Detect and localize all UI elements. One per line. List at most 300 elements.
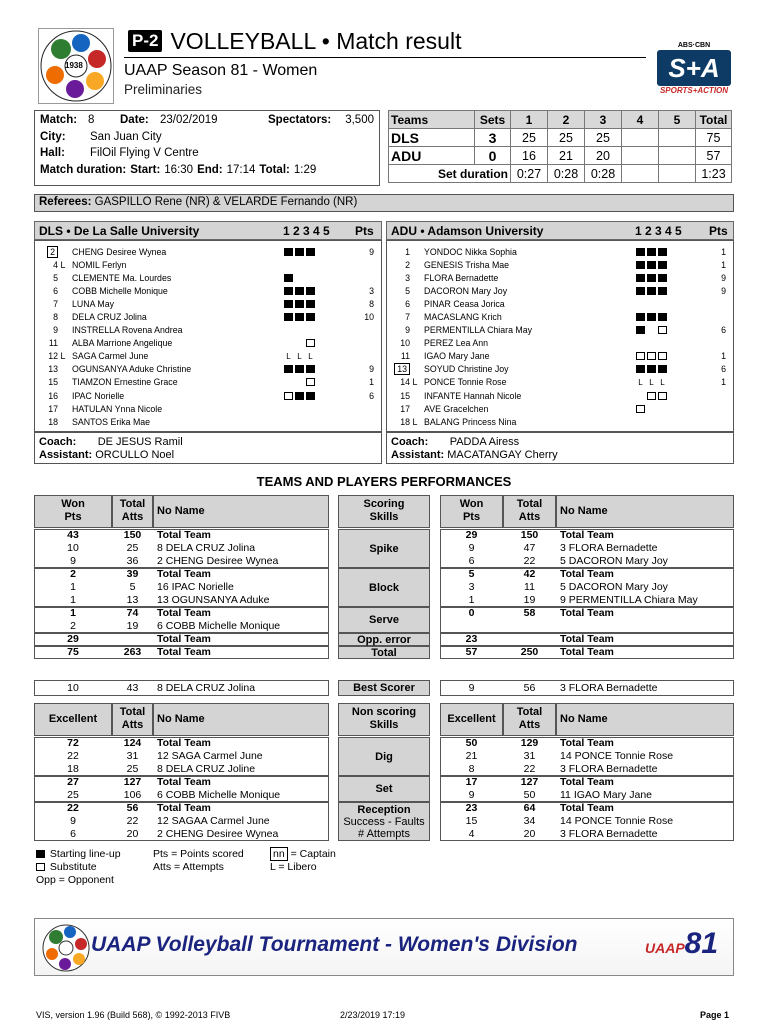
skill-label — [338, 802, 430, 841]
skill-name: Block — [369, 581, 399, 594]
legend-abbrev — [153, 848, 244, 874]
perf-header-col-atts — [112, 703, 153, 736]
perf-header-col-won — [34, 703, 112, 736]
legend-starting: Starting line-up — [49, 848, 121, 860]
perf-cell: 27 — [67, 776, 79, 788]
perf-cell: 23 — [465, 633, 478, 645]
perf-cell: 22 — [67, 750, 79, 762]
starter-square-icon — [636, 248, 645, 256]
assistant-label: Assistant: — [391, 449, 445, 461]
perf-cell: 14 PONCE Tonnie Rose — [560, 815, 674, 827]
uaap-logo — [38, 28, 114, 104]
tournament-banner — [34, 918, 734, 976]
perf-cell: Total Team — [157, 529, 211, 541]
match-date: 23/02/2019 — [160, 114, 218, 127]
skill-name: Reception — [357, 803, 411, 816]
starter-square-icon — [647, 274, 656, 282]
player-name: BALANG Princess Nina — [424, 416, 517, 427]
perf-cell: 74 — [126, 607, 139, 619]
city-label: City: — [40, 130, 66, 143]
player-sets — [284, 415, 354, 428]
best-scorer-cell: 43 — [126, 682, 139, 694]
performance-section-title: TEAMS AND PLAYERS PERFORMANCES — [256, 474, 512, 489]
player-points: 10 — [364, 312, 374, 323]
player-sets — [636, 376, 706, 389]
number-text: 5 — [53, 272, 58, 283]
sc-team: ADU — [389, 147, 475, 165]
sc-total: 57 — [696, 147, 732, 165]
sc-head-teams: Teams — [389, 111, 475, 129]
player-points — [706, 297, 730, 310]
player-role: L — [412, 416, 418, 427]
player-points — [354, 324, 378, 337]
number-text: 7 — [53, 298, 58, 309]
total-time: 1:29 — [293, 163, 317, 176]
player-role — [58, 363, 68, 376]
perf-cell: 6 COBB Michelle Monique — [157, 620, 281, 632]
player-row — [36, 310, 378, 323]
sc-set-score — [659, 147, 696, 165]
perf-cell: 64 — [523, 802, 536, 814]
player-sets — [284, 271, 354, 284]
player-name: HATULAN Ynna Nicole — [72, 403, 163, 414]
player-row — [388, 415, 730, 428]
skill-name: Set — [375, 783, 393, 795]
perf-cell: 25 — [67, 789, 79, 801]
player-role — [410, 310, 420, 323]
assistant-label: Assistant: — [39, 449, 93, 461]
player-name: DACORON Mary Joy — [424, 285, 508, 296]
set-duration-row — [389, 165, 732, 183]
perf-cell: 127 — [520, 776, 539, 788]
sc-set-score — [622, 147, 659, 165]
perf-cell: 57 — [465, 646, 478, 658]
player-number — [36, 363, 58, 376]
player-number — [36, 350, 58, 363]
set-duration: 0:28 — [585, 165, 622, 183]
player-points: 8 — [369, 298, 374, 309]
player-points — [354, 402, 378, 415]
starter-square-icon — [284, 300, 293, 308]
perf-cell: 75 — [67, 646, 79, 658]
player-number — [388, 245, 410, 258]
starter-square-icon — [295, 300, 304, 308]
skill-name: Total — [371, 646, 397, 659]
number-text: 11 — [400, 351, 410, 362]
perf-cell: 15 — [465, 815, 478, 827]
date-label: Date: — [120, 114, 149, 127]
player-points: 6 — [721, 364, 726, 375]
perf-cell: 50 — [465, 737, 478, 749]
perf-cell: Total Team — [560, 776, 614, 788]
set-duration — [622, 165, 659, 183]
perf-cell: 1 — [70, 581, 76, 593]
set-duration: 0:28 — [548, 165, 585, 183]
perf-cell: Total Team — [560, 529, 614, 541]
player-number — [36, 271, 58, 284]
number-text: 17 — [400, 403, 410, 414]
player-role: L — [412, 377, 418, 388]
perf-cell: 8 — [468, 763, 475, 775]
perf-header-line2: Atts — [518, 719, 541, 731]
skill-label — [338, 633, 430, 646]
referees-value: GASPILLO Rene (NR) & VELARDE Fernando (NR) — [94, 196, 358, 208]
best-scorer-cell: 10 — [67, 682, 79, 694]
referees-label: Referees: — [39, 196, 92, 208]
captain-number: 13 — [394, 363, 410, 375]
score-table — [388, 110, 732, 183]
empty-slot — [295, 339, 304, 347]
number-text: 18 — [400, 416, 410, 427]
sponsor-mark: S+A — [657, 50, 731, 86]
player-points — [354, 337, 378, 350]
player-number — [388, 297, 410, 310]
perf-cell: 22 — [523, 555, 536, 567]
player-row — [388, 271, 730, 284]
player-name: IPAC Norielle — [72, 390, 125, 401]
perf-header-line2: Skills — [369, 511, 399, 523]
perf-cell: 17 — [465, 776, 478, 788]
perf-cell: 1 — [70, 607, 76, 619]
player-name: PEREZ Lea Ann — [424, 338, 489, 349]
perf-cell: 47 — [523, 542, 536, 554]
legend-libero: L = Libero — [270, 861, 317, 873]
player-name: NOMIL Ferlyn — [72, 259, 127, 270]
page-title — [128, 28, 461, 55]
sc-team: DLS — [389, 129, 475, 147]
perf-cell: 12 SAGAA Carmel June — [157, 815, 270, 827]
skill-label — [338, 568, 430, 607]
player-number — [388, 284, 410, 297]
substitute-square-icon — [636, 405, 645, 413]
player-points — [354, 271, 378, 284]
perf-header-line1: No Name — [157, 713, 205, 725]
city-value: San Juan City — [90, 130, 162, 143]
libero-mark: L — [308, 352, 313, 362]
empty-slot — [636, 392, 645, 400]
sc-set-score — [622, 129, 659, 147]
player-row — [388, 363, 730, 376]
player-row — [36, 376, 378, 389]
player-role — [58, 284, 68, 297]
player-sets — [636, 402, 706, 415]
perf-cell — [440, 620, 503, 633]
player-sets — [636, 258, 706, 271]
perf-cell: 263 — [123, 646, 142, 658]
player-name: INFANTE Hannah Nicole — [424, 390, 522, 401]
skill-name: Dig — [375, 750, 393, 763]
perf-header-line1: No Name — [560, 713, 608, 725]
perf-cell: 6 COBB Michelle Monique — [157, 789, 281, 801]
player-points: 1 — [369, 377, 374, 388]
perf-cell: 10 — [67, 542, 79, 554]
perf-cell: 56 — [126, 802, 139, 814]
player-name: COBB Michelle Monique — [72, 285, 168, 296]
starter-square-icon — [306, 300, 315, 308]
player-row — [36, 271, 378, 284]
perf-cell — [560, 620, 734, 633]
player-row — [388, 389, 730, 402]
perf-header-line1: No Name — [157, 505, 205, 517]
player-number — [36, 389, 58, 402]
player-role — [410, 324, 420, 337]
match-label: Match: — [40, 114, 78, 127]
starter-square-icon — [306, 248, 315, 256]
perf-cell: 31 — [523, 750, 536, 762]
player-points: 3 — [369, 285, 374, 296]
perf-cell: Total Team — [157, 737, 211, 749]
skill-name: Opp. error — [357, 633, 411, 646]
perf-cell: Total Team — [560, 737, 614, 749]
starter-square-icon — [295, 392, 304, 400]
start-time: 16:30 — [164, 163, 194, 176]
perf-cell: 0 — [468, 607, 475, 619]
starting-square-icon — [36, 850, 45, 858]
sc-head-5: 5 — [659, 111, 696, 129]
perf-cell: Total Team — [157, 607, 211, 619]
captain-box-icon: nn — [270, 847, 288, 861]
player-row — [388, 402, 730, 415]
number-text: 6 — [53, 285, 58, 296]
player-name: PERMENTILLA Chiara May — [424, 325, 533, 336]
player-role — [410, 350, 420, 363]
uaap-mark-text: UAAP — [645, 940, 685, 956]
player-name: GENESIS Trisha Mae — [424, 259, 510, 270]
player-role — [410, 284, 420, 297]
player-name: AVE Gracelchen — [424, 403, 489, 414]
skill-name: Spike — [369, 542, 399, 555]
perf-header-col-won — [440, 495, 503, 528]
dls-pts-label: Pts — [355, 224, 374, 238]
player-number — [36, 324, 58, 337]
player-row — [388, 324, 730, 337]
empty-slot — [284, 378, 293, 386]
player-row — [36, 258, 378, 271]
player-points — [354, 350, 378, 363]
player-name: PINAR Ceasa Jorica — [424, 298, 505, 309]
perf-header-line1: Non scoring — [351, 706, 417, 718]
perf-header-line2: Atts — [518, 511, 541, 523]
player-name: LUNA May — [72, 298, 115, 309]
number-text: 5 — [405, 285, 410, 296]
player-role — [410, 363, 420, 376]
hall-label: Hall: — [40, 147, 65, 160]
legend-pts: Pts = Points scored — [153, 848, 244, 860]
perf-cell: Total Team — [157, 568, 211, 580]
starter-square-icon — [647, 287, 656, 295]
perf-cell: 3 FLORA Bernadette — [560, 542, 658, 554]
report-code: P-2 — [128, 30, 162, 52]
player-role — [410, 271, 420, 284]
starter-square-icon — [636, 287, 645, 295]
legend — [36, 848, 121, 887]
player-points: 1 — [721, 259, 726, 270]
dls-assistant: ORCULLO Noel — [95, 449, 175, 461]
perf-cell: 25 — [126, 763, 139, 775]
sc-total: 75 — [696, 129, 732, 147]
starter-square-icon — [636, 365, 645, 373]
perf-cell: 16 IPAC Norielle — [157, 581, 234, 593]
player-sets — [636, 337, 706, 350]
player-points: 1 — [721, 246, 726, 257]
player-role — [58, 402, 68, 415]
player-role — [58, 297, 68, 310]
adu-assistant: MACATANGAY Cherry — [447, 449, 558, 461]
coach-label: Coach: — [39, 436, 77, 448]
mark-81: 81 — [684, 927, 719, 960]
header-divider — [124, 57, 646, 58]
perf-cell: 5 DACORON Mary Joy — [560, 555, 668, 567]
starter-square-icon — [306, 287, 315, 295]
player-points — [706, 402, 730, 415]
perf-cell: 5 DACORON Mary Joy — [560, 581, 668, 593]
sc-sets: 3 — [475, 129, 511, 147]
player-sets — [284, 402, 354, 415]
player-points — [706, 337, 730, 350]
adu-team-title: ADU • Adamson University — [391, 224, 544, 238]
perf-cell: Total Team — [560, 633, 614, 645]
perf-cell: 29 — [67, 633, 79, 645]
round-title: Preliminaries — [124, 82, 203, 97]
substitute-square-icon — [636, 352, 645, 360]
sc-set-score — [659, 129, 696, 147]
legend-captain: = Captain — [290, 848, 336, 860]
starter-square-icon — [306, 392, 315, 400]
duration-label: Match duration: — [40, 163, 127, 176]
perf-header-line2: Atts — [121, 719, 144, 731]
best-scorer-cell: 8 DELA CRUZ Jolina — [157, 682, 256, 694]
sc-set-score: 25 — [585, 129, 622, 147]
uaap-banner-logo — [41, 923, 91, 973]
dls-set-cols: 1 2 3 4 5 — [283, 224, 330, 238]
player-name: TIAMZON Ernestine Grace — [72, 377, 178, 388]
perf-cell: 22 — [523, 763, 536, 775]
spectators-value: 3,500 — [345, 114, 374, 127]
player-name: SANTOS Erika Mae — [72, 416, 151, 427]
empty-slot — [284, 339, 293, 347]
number-text: 4 — [53, 259, 58, 270]
player-points: 9 — [721, 272, 726, 283]
perf-cell — [503, 633, 556, 646]
number-text: 15 — [400, 390, 410, 401]
set-duration-total: 1:23 — [696, 165, 732, 183]
starter-square-icon — [295, 313, 304, 321]
player-role — [58, 245, 68, 258]
dls-team-title: DLS • De La Salle University — [39, 224, 200, 238]
player-number — [36, 337, 58, 350]
player-points: 9 — [369, 246, 374, 257]
number-text: 6 — [405, 298, 410, 309]
start-label: Start: — [130, 163, 161, 176]
player-row — [388, 376, 730, 389]
player-sets — [284, 284, 354, 297]
referees-bar — [34, 194, 734, 212]
perf-cell: Total Team — [560, 802, 614, 814]
perf-header-line1: Total — [119, 498, 146, 510]
adu-set-cols: 1 2 3 4 5 — [635, 224, 682, 238]
player-name: MACASLANG Krich — [424, 312, 502, 323]
perf-cell: 6 — [468, 555, 475, 567]
starter-square-icon — [284, 313, 293, 321]
player-sets — [284, 389, 354, 402]
player-sets — [636, 284, 706, 297]
adu-coach-box — [386, 432, 734, 464]
player-sets — [636, 324, 706, 337]
perf-cell: 9 — [468, 542, 475, 554]
legend-roles — [270, 848, 336, 874]
perf-cell: Total Team — [157, 633, 211, 645]
substitute-square-icon — [658, 392, 667, 400]
player-name: FLORA Bernadette — [424, 272, 499, 283]
coach-label: Coach: — [391, 436, 429, 448]
perf-cell: Total Team — [560, 568, 614, 580]
player-sets — [636, 363, 706, 376]
perf-header-line1: Won — [61, 498, 85, 510]
perf-cell: 9 — [70, 555, 76, 567]
footer-version: VIS, version 1.96 (Build 568), © 1992-2013 FIVB — [36, 1010, 231, 1020]
player-name: CLEMENTE Ma. Lourdes — [72, 272, 172, 283]
player-sets — [284, 245, 354, 258]
perf-cell: 21 — [465, 750, 478, 762]
libero-mark: L — [297, 352, 302, 362]
player-sets — [284, 258, 354, 271]
perf-header-line2: Pts — [64, 511, 82, 523]
substitute-square-icon — [647, 352, 656, 360]
starter-square-icon — [658, 287, 667, 295]
perf-cell: 3 — [468, 581, 475, 593]
player-role: L — [60, 259, 66, 270]
captain-number: 2 — [47, 246, 58, 258]
perf-cell: 3 FLORA Bernadette — [560, 828, 658, 840]
season-title: UAAP Season 81 - Women — [124, 62, 318, 79]
starter-square-icon — [658, 248, 667, 256]
perf-header-line1: Excellent — [447, 713, 496, 725]
substitute-square-icon — [658, 352, 667, 360]
perf-cell: Total Team — [157, 802, 211, 814]
perf-cell: 11 — [524, 581, 535, 593]
starter-square-icon — [647, 313, 656, 321]
perf-header-col-won — [34, 495, 112, 528]
sc-head-total: Total — [696, 111, 732, 129]
player-role: L — [60, 351, 66, 362]
starter-square-icon — [284, 274, 293, 282]
spectators-label: Spectators: — [268, 114, 332, 127]
perf-cell: 58 — [523, 607, 536, 619]
skill-sub: Success - Faults — [343, 815, 425, 828]
player-number — [388, 389, 410, 402]
player-role — [410, 297, 420, 310]
perf-cell: 19 — [126, 620, 139, 632]
sponsor-top: ABS·CBN — [677, 42, 711, 49]
perf-cell: 124 — [123, 737, 142, 749]
banner-text: UAAP Volleyball Tournament - Women's Division — [91, 933, 578, 956]
dls-roster — [36, 245, 378, 428]
player-number — [36, 415, 58, 428]
sc-head-2: 2 — [548, 111, 585, 129]
sc-set-score: 25 — [548, 129, 585, 147]
number-text: 9 — [53, 325, 58, 336]
sc-head-sets: Sets — [475, 111, 511, 129]
sc-head-4: 4 — [622, 111, 659, 129]
starter-square-icon — [295, 248, 304, 256]
perf-cell: 19 — [523, 594, 536, 606]
perf-cell: 2 — [70, 568, 76, 580]
number-text: 10 — [400, 338, 410, 349]
player-role — [58, 271, 68, 284]
perf-cell: 34 — [523, 815, 536, 827]
player-role — [410, 402, 420, 415]
player-name: SOYUD Christine Joy — [424, 364, 509, 375]
